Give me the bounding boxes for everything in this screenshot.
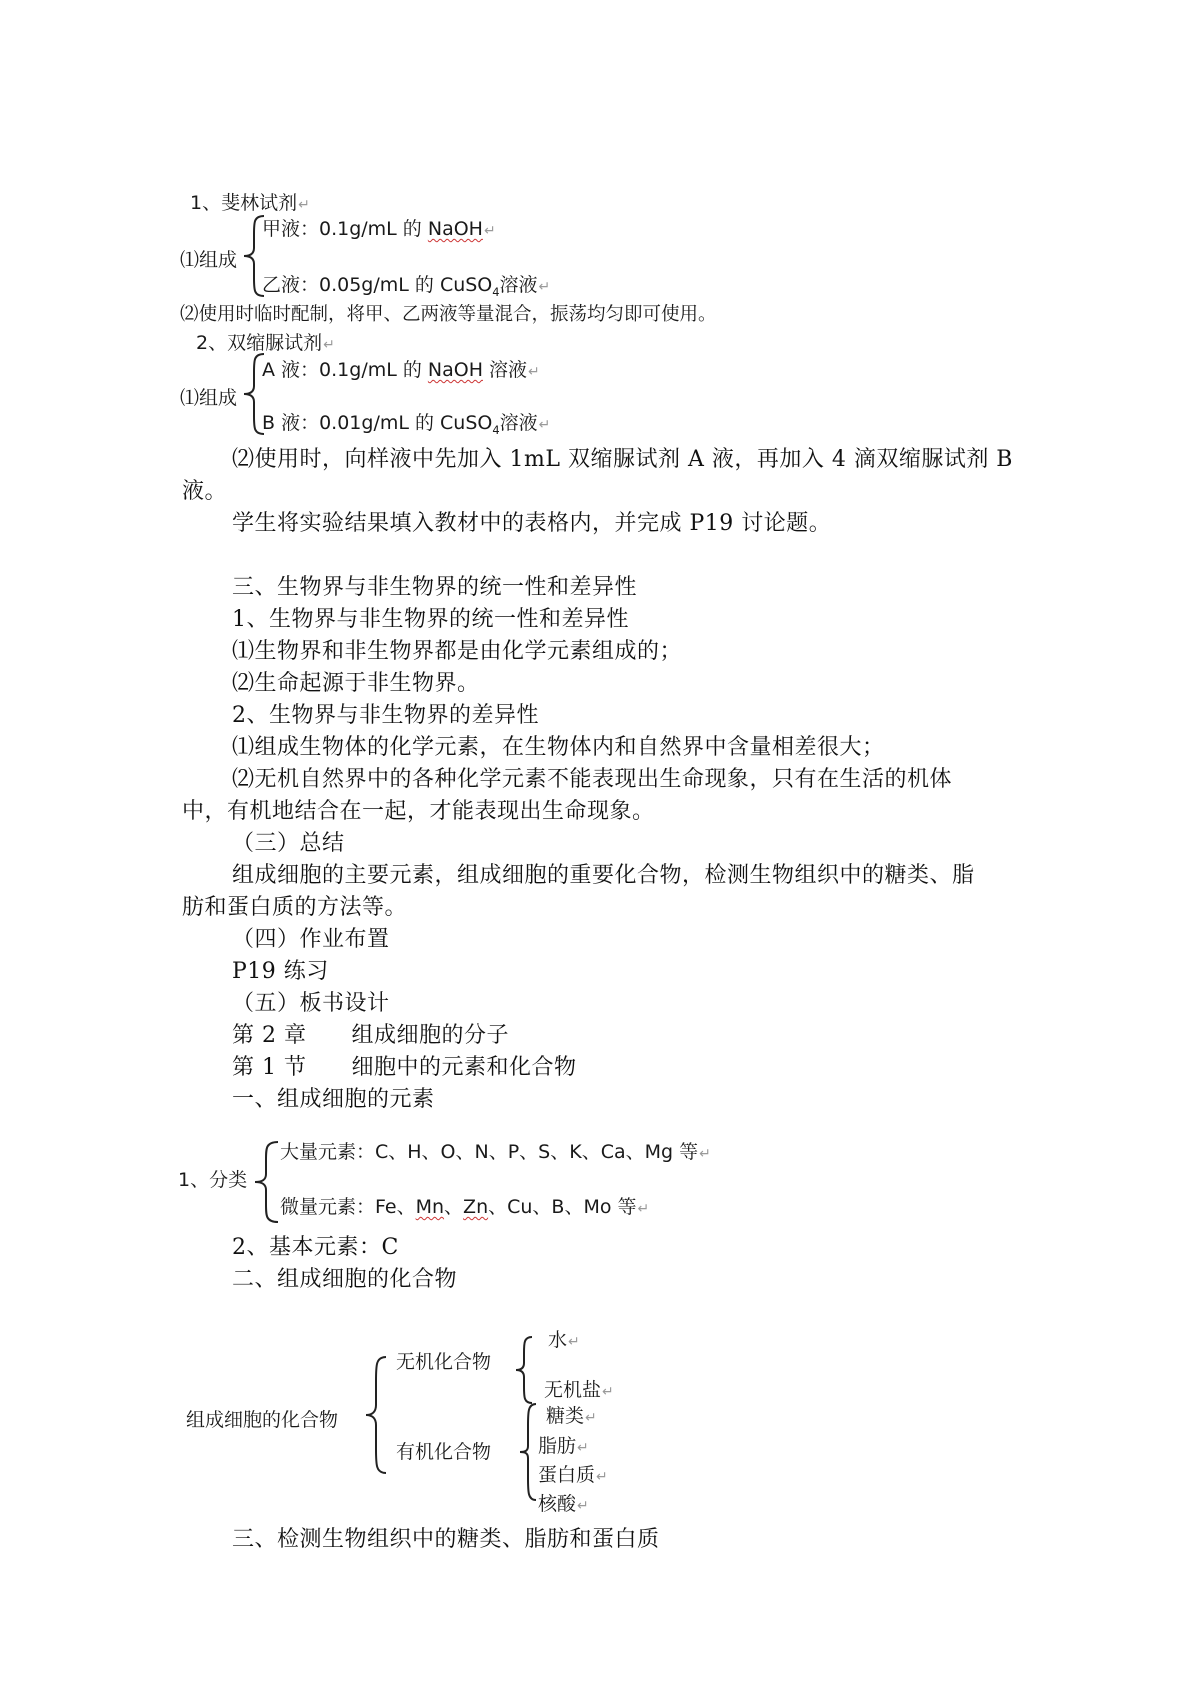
summary-line-1: 组成细胞的主要元素，组成细胞的重要化合物，检测生物组织中的糖类、脂 [232, 863, 975, 888]
fehling-title: 1、斐林试剂↵ [190, 192, 310, 214]
section-2: 2、生物界与非生物界的差异性 [232, 703, 539, 728]
student-instruction: 学生将实验结果填入教材中的表格内，并完成 P19 讨论题。 [232, 511, 832, 536]
section-1-item-1: ⑴生物界和非生物界都是由化学元素组成的； [232, 639, 683, 664]
chapter-title: 第 2 章 组成细胞的分子 [232, 1023, 509, 1048]
fehling-composition-label: ⑴组成 [180, 249, 238, 271]
homework-heading: （四）作业布置 [232, 927, 390, 952]
elements-classification-label: 1、分类 [178, 1169, 248, 1191]
fehling-solution-a: 甲液：0.1g/mL 的 NaOH↵ [262, 218, 496, 240]
biuret-solution-b: B 液：0.01g/mL 的 CuSO$_4$溶液↵ [262, 412, 551, 437]
section-1-item-2: ⑵生命起源于非生物界。 [232, 671, 480, 696]
summary-heading: （三）总结 [232, 831, 345, 856]
inorganic-brace [512, 1335, 538, 1405]
homework-item: P19 练习 [232, 959, 329, 984]
cell-elements-heading: 一、组成细胞的元素 [232, 1087, 435, 1112]
elements-brace [250, 1140, 284, 1224]
compounds-main-brace [362, 1355, 392, 1475]
water: 水↵ [548, 1329, 580, 1351]
section-1: 1、生物界与非生物界的统一性和差异性 [232, 607, 629, 632]
section-2-item-1: ⑴组成生物体的化学元素，在生物体内和自然界中含量相差很大； [232, 735, 885, 760]
cell-compounds-heading: 二、组成细胞的化合物 [232, 1267, 458, 1292]
biuret-usage-line-1: ⑵使用时，向样液中先加入 1mL 双缩脲试剂 A 液，再加入 4 滴双缩脲试剂 B [232, 447, 1013, 472]
biuret-usage-line-2: 液。 [182, 479, 228, 504]
detection-heading: 三、检测生物组织中的糖类、脂肪和蛋白质 [232, 1527, 660, 1552]
summary-line-2: 肪和蛋白质的方法等。 [182, 895, 408, 920]
proteins: 蛋白质↵ [538, 1464, 608, 1486]
compounds-root: 组成细胞的化合物 [186, 1409, 339, 1431]
biuret-title: 2、双缩脲试剂↵ [196, 332, 335, 354]
section-2-item-2-line-1: ⑵无机自然界中的各种化学元素不能表现出生命现象，只有在生活的机体 [232, 767, 953, 792]
board-design-heading: （五）板书设计 [232, 991, 390, 1016]
micro-elements: 微量元素：Fe、Mn、Zn、Cu、B、Mo 等↵ [280, 1196, 650, 1218]
basic-elements: 2、基本元素：C [232, 1235, 399, 1260]
fehling-solution-b: 乙液：0.05g/mL 的 CuSO$_4$溶液↵ [262, 274, 551, 299]
biuret-solution-a: A 液：0.1g/mL 的 NaOH 溶液↵ [262, 359, 540, 381]
inorganic-compounds: 无机化合物 [396, 1351, 492, 1373]
macro-elements: 大量元素：C、H、O、N、P、S、K、Ca、Mg 等↵ [280, 1141, 711, 1163]
fehling-usage: ⑵使用时临时配制，将甲、乙两液等量混合，振荡均匀即可使用。 [180, 304, 717, 325]
sugars: 糖类↵ [546, 1405, 597, 1427]
organic-compounds: 有机化合物 [396, 1441, 492, 1463]
biuret-composition-label: ⑴组成 [180, 387, 238, 409]
heading-three: 三、生物界与非生物界的统一性和差异性 [232, 575, 638, 600]
nucleic-acids: 核酸↵ [538, 1493, 589, 1515]
fats: 脂肪↵ [538, 1435, 589, 1457]
inorganic-salt: 无机盐↵ [544, 1379, 614, 1401]
section-2-item-2-line-2: 中，有机地结合在一起，才能表现出生命现象。 [182, 799, 655, 824]
section-title: 第 1 节 细胞中的元素和化合物 [232, 1055, 577, 1080]
